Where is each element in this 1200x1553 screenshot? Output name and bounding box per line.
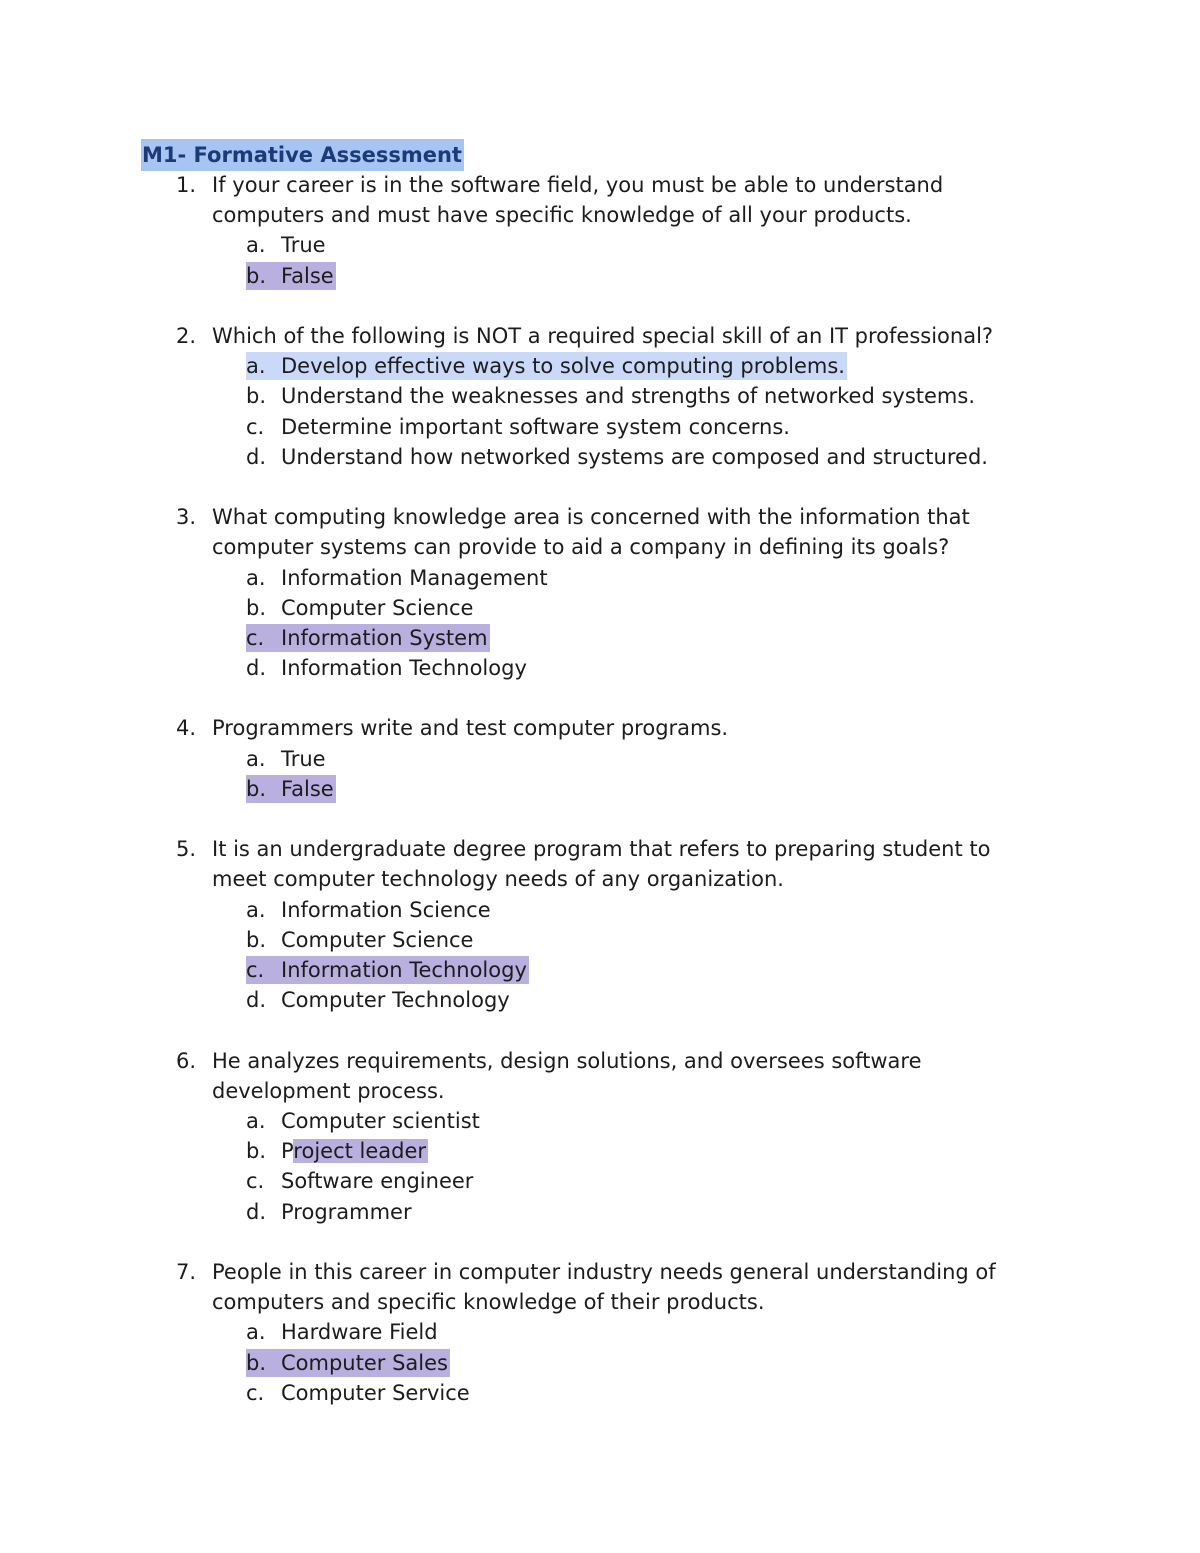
option-text-head: P [281, 1139, 294, 1164]
option-letter: b. [246, 384, 267, 409]
answer-option [246, 774, 1040, 804]
answer-option [246, 1197, 1040, 1227]
question-number: 3. [176, 505, 197, 530]
highlighted-answer [246, 262, 336, 290]
highlighted-answer [246, 956, 529, 984]
option-text: Information System [281, 625, 488, 650]
option-text: Information Science [281, 897, 491, 922]
highlighted-answer [246, 1137, 430, 1165]
answer-option [246, 442, 1040, 472]
answer-option [246, 1378, 1040, 1408]
question-item [0, 834, 1200, 1015]
option-letter: b. [246, 776, 267, 801]
option-text: Hardware Field [281, 1320, 438, 1345]
highlighted-answer [246, 775, 336, 803]
answer-option [246, 895, 1040, 925]
question-text: What computing knowledge area is concerned with the information that computer systems can provide to aid a company in defining its goals? [212, 505, 970, 560]
option-letter: c. [246, 414, 265, 439]
answer-option [246, 593, 1040, 623]
option-text: Develop effective ways to solve computing problems. [281, 354, 845, 379]
question-text: He analyzes requirements, design solutions, and oversees software development process. [212, 1048, 922, 1103]
option-content [246, 594, 475, 622]
option-letter: b. [246, 927, 267, 952]
option-letter: a. [246, 233, 266, 258]
answer-option [246, 955, 1040, 985]
question-item [0, 1257, 1200, 1408]
option-list [212, 1317, 1040, 1408]
question-text: Which of the following is NOT a required special skill of an IT professional? [212, 323, 994, 348]
question-number: 6. [176, 1048, 197, 1073]
option-letter: d. [246, 444, 267, 469]
option-list [212, 563, 1040, 684]
option-letter: b. [246, 263, 267, 288]
option-text: Computer Science [281, 927, 474, 952]
option-letter: c. [246, 625, 265, 650]
option-list [212, 1106, 1040, 1227]
option-list [212, 230, 1040, 290]
option-content [246, 564, 550, 592]
highlighted-answer [246, 624, 490, 652]
answer-option [246, 261, 1040, 291]
option-content [246, 443, 990, 471]
answer-option [246, 744, 1040, 774]
option-letter: a. [246, 1320, 266, 1345]
question-text: If your career is in the software field, you must be able to understand computers and must have specific knowledge of all your products. [212, 173, 944, 228]
highlighted-answer [246, 1349, 450, 1377]
option-text: Computer Technology [281, 988, 510, 1013]
option-text: Computer Service [281, 1380, 470, 1405]
option-text: Understand the weaknesses and strengths of networked systems. [281, 384, 975, 409]
option-letter: a. [246, 1108, 266, 1133]
option-letter: d. [246, 988, 267, 1013]
option-letter: c. [246, 1169, 265, 1194]
option-content [246, 1379, 472, 1407]
option-letter: d. [246, 1199, 267, 1224]
option-text: Understand how networked systems are composed and structured. [281, 444, 988, 469]
option-letter: c. [246, 958, 265, 982]
answer-option [246, 230, 1040, 260]
answer-option [246, 563, 1040, 593]
option-letter: b. [246, 595, 267, 620]
option-text: Information Management [281, 565, 548, 590]
page-title: M1- Formative Assessment [141, 139, 464, 171]
option-content [246, 1198, 414, 1226]
option-letter: a. [246, 565, 266, 590]
option-letter: b. [246, 1350, 267, 1375]
answer-option [246, 1348, 1040, 1378]
option-text: Computer Sales [281, 1350, 448, 1375]
question-number: 5. [176, 837, 197, 862]
option-text: True [281, 233, 326, 258]
option-content [246, 654, 529, 682]
highlighted-answer: roject leader [293, 1139, 427, 1164]
option-content [246, 1107, 482, 1135]
answer-option [246, 1166, 1040, 1196]
option-text: Information Technology [281, 958, 527, 982]
option-text: Computer scientist [281, 1108, 480, 1133]
option-content [246, 382, 977, 410]
option-letter: a. [246, 354, 266, 379]
question-number: 7. [176, 1259, 197, 1284]
answer-option [246, 351, 1040, 381]
answer-option [246, 925, 1040, 955]
question-text: It is an undergraduate degree program that refers to preparing student to meet computer technology needs of any organization. [212, 837, 991, 892]
option-content [246, 926, 475, 954]
question-item [0, 1046, 1200, 1227]
answer-option [246, 1106, 1040, 1136]
option-letter: b. [246, 1139, 267, 1164]
answer-option [246, 653, 1040, 683]
answer-option [246, 623, 1040, 653]
option-list [212, 351, 1040, 472]
option-letter: a. [246, 897, 266, 922]
question-number: 2. [176, 323, 197, 348]
option-content [246, 896, 493, 924]
option-content [246, 1318, 440, 1346]
option-content [246, 231, 328, 259]
option-text: Programmer [281, 1199, 412, 1224]
option-content [246, 413, 792, 441]
answer-option [246, 1136, 1040, 1166]
option-text: Software engineer [281, 1169, 474, 1194]
question-text: Programmers write and test computer programs. [212, 716, 729, 741]
question-text: People in this career in computer industry needs general understanding of computers and specific knowledge of their products. [212, 1259, 996, 1315]
option-letter: a. [246, 746, 266, 771]
question-number: 1. [176, 173, 197, 197]
answer-option [246, 381, 1040, 411]
option-text: False [281, 776, 334, 801]
option-text: Determine important software system concerns. [281, 414, 790, 439]
answer-option [246, 412, 1040, 442]
option-text: False [281, 263, 334, 288]
option-content [246, 745, 328, 773]
option-text: Information Technology [281, 656, 527, 681]
question-number: 4. [176, 716, 197, 741]
question-list [0, 170, 1200, 1438]
question-item [0, 713, 1200, 804]
option-list [212, 895, 1040, 1016]
option-content [246, 986, 512, 1014]
question-item [0, 170, 1200, 291]
option-text: True [281, 746, 326, 771]
option-letter: d. [246, 656, 267, 681]
option-content [246, 1167, 475, 1195]
question-item [0, 502, 1200, 683]
option-text: Computer Science [281, 595, 474, 620]
question-item [0, 321, 1200, 472]
option-list [212, 744, 1040, 804]
highlighted-answer [246, 352, 847, 380]
answer-option [246, 1317, 1040, 1347]
answer-option [246, 985, 1040, 1015]
option-letter: c. [246, 1380, 265, 1405]
